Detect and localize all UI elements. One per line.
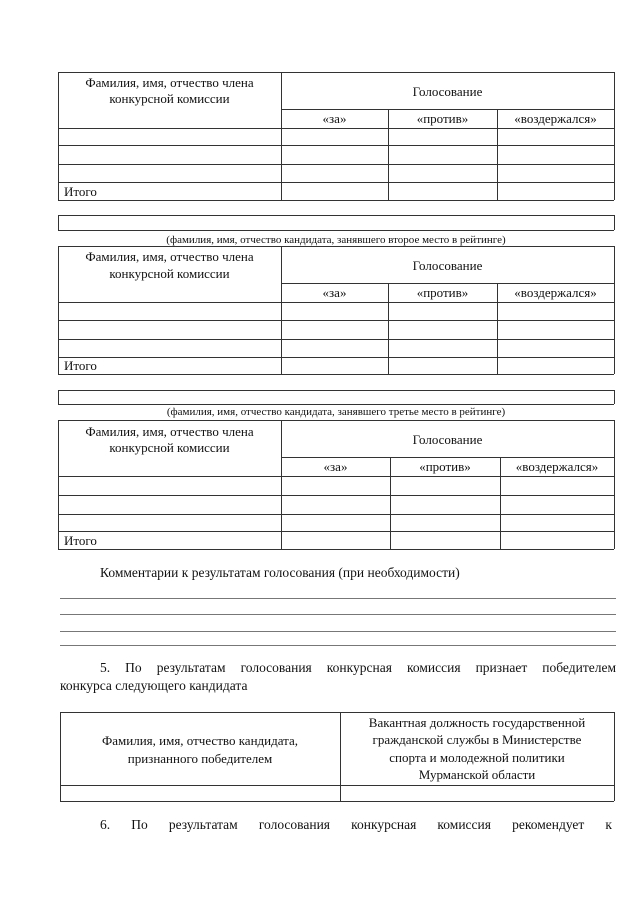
section-5-line1: 5. По результатам голосования конкурсная комиссия признает победителем xyxy=(100,660,616,675)
col-for: «за» xyxy=(323,459,348,474)
section-6-line1: 6. По результатам голосования конкурсная комиссия рекомендует к xyxy=(100,817,612,832)
total-label: Итого xyxy=(64,184,97,199)
member-header-line2: конкурсной комиссии xyxy=(109,266,230,281)
winner-name-header-line1: Фамилия, имя, отчество кандидата, xyxy=(101,733,299,748)
comments-label: Комментарии к результатам голосования (при необходимости) xyxy=(100,565,460,580)
vote-header: Голосование xyxy=(412,258,483,273)
vacancy-header-line3: спорта и молодежной политики xyxy=(389,750,565,765)
section-5-line2: конкурса следующего кандидата xyxy=(60,678,248,693)
col-abstain: «воздержался» xyxy=(515,459,599,474)
vote-header: Голосование xyxy=(412,84,483,99)
candidate-3-caption: (фамилия, имя, отчество кандидата, занявшего третье место в рейтинге) xyxy=(166,406,506,418)
winner-name-header-line2: признанного победителем xyxy=(127,751,273,766)
vote-header: Голосование xyxy=(412,432,483,447)
member-header-line1: Фамилия, имя, отчество члена xyxy=(85,249,254,264)
vacancy-header-line2: гражданской службы в Министерстве xyxy=(372,732,582,747)
vacancy-header-line1: Вакантная должность государственной xyxy=(368,715,586,730)
col-for: «за» xyxy=(322,111,347,126)
member-header-line2: конкурсной комиссии xyxy=(109,440,230,455)
member-header-line1: Фамилия, имя, отчество члена xyxy=(85,424,254,439)
member-header-line2: конкурсной комиссии xyxy=(109,91,230,106)
col-against: «против» xyxy=(416,111,469,126)
vacancy-header-line4: Мурманской области xyxy=(418,767,536,782)
member-header-line1: Фамилия, имя, отчество члена xyxy=(85,75,254,90)
col-abstain: «воздержался» xyxy=(514,285,597,300)
col-against: «против» xyxy=(416,285,469,300)
total-label: Итого xyxy=(64,358,97,373)
col-abstain: «воздержался» xyxy=(514,111,597,126)
total-label: Итого xyxy=(64,533,97,548)
candidate-2-caption: (фамилия, имя, отчество кандидата, занявшего второе место в рейтинге) xyxy=(166,234,506,246)
col-for: «за» xyxy=(322,285,347,300)
col-against: «против» xyxy=(419,459,471,474)
